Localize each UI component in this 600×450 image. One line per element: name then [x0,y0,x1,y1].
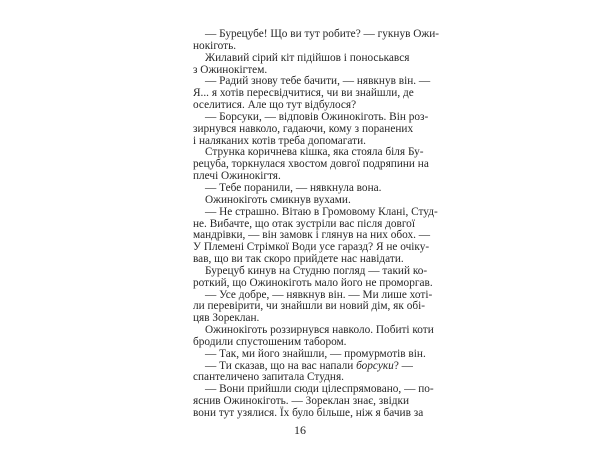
text-line: — Ти сказав, що на вас напали борсуки? — [205,359,413,372]
text-line: з Ожинокігтем. [193,63,268,76]
text-line: вони тут узялися. Їх було більше, ніж я бачив за [193,407,424,419]
text-line: нокіготь. [193,39,237,52]
italic-word: борсуки [356,359,394,372]
text-line: цяв Зореклан. [193,312,260,325]
text-line: Жилавий сірий кіт підійшов і поноськався [205,51,410,64]
text-line: — Усе добре, — нявкнув він. — Ми лише хоті- [205,288,433,301]
text-line: і наляканих котів треба допомагати. [193,134,366,147]
text-line: яснив Ожинокіготь. — Зореклан знає, звідки [193,395,409,408]
text-line: — Вони прийшли сюди цілеспрямовано, — по- [205,383,434,396]
text-line: У Племені Стрімкої Води усе гаразд? Я не очіку- [193,241,430,254]
text-line: зирнувся навколо, гадаючи, кому з поранених [193,122,414,135]
text-line: — Так, ми його знайшли, — промурмотів він. [205,347,426,360]
text-line: бродили спустошеним табором. [193,335,347,348]
text-line: не. Вибачте, що отак зустріли вас після довгої [193,217,415,230]
text-line: оселитися. Але що тут відбулося? [193,99,357,112]
text-line: роткий, що Ожинокіготь мало його не проморгав. [193,276,433,289]
text-line: — Борсуки, — відповів Ожинокіготь. Він роз- [205,110,429,123]
text-line: ли перевірити, чи знайшли ви новий дім, як обі- [193,300,425,313]
text-line: мандрівки, — він замовк і глянув на них обох. — [193,229,431,242]
page-number: 16 [294,423,306,437]
text-line: — Не страшно. Вітаю в Громовому Клані, Студ- [205,205,438,218]
text-line: Бурецуб кинув на Студню погляд — такий ко- [205,264,428,277]
text-line: — Бурецубе! Що ви тут робите? — гукнув Ожи- [205,28,440,40]
text-line: — Тебе поранили, — нявкнула вона. [205,181,382,194]
text-line: Ожинокіготь смикнув вухами. [205,193,351,206]
text-line: Струнка коричнева кішка, яка стояла біля Бу- [205,146,424,159]
text-line: Я... я хотів пересвідчитися, чи ви знайшли, де [193,87,414,100]
text-line: плечі Ожинокігтя. [193,170,281,183]
page-body-text [193,28,440,420]
text-line: Ожинокіготь роззирнувся навколо. Побиті коти [205,324,434,337]
text-line: — Радий знову тебе бачити, — нявкнув він. — [205,75,431,88]
text-line: рецуба, торкнулася хвостом довгої подряпини на [193,158,429,171]
text-line: вав, що ви так скоро прийдете нас навідати. [193,253,404,266]
text-line: спантеличено запитала Студня. [193,371,344,384]
